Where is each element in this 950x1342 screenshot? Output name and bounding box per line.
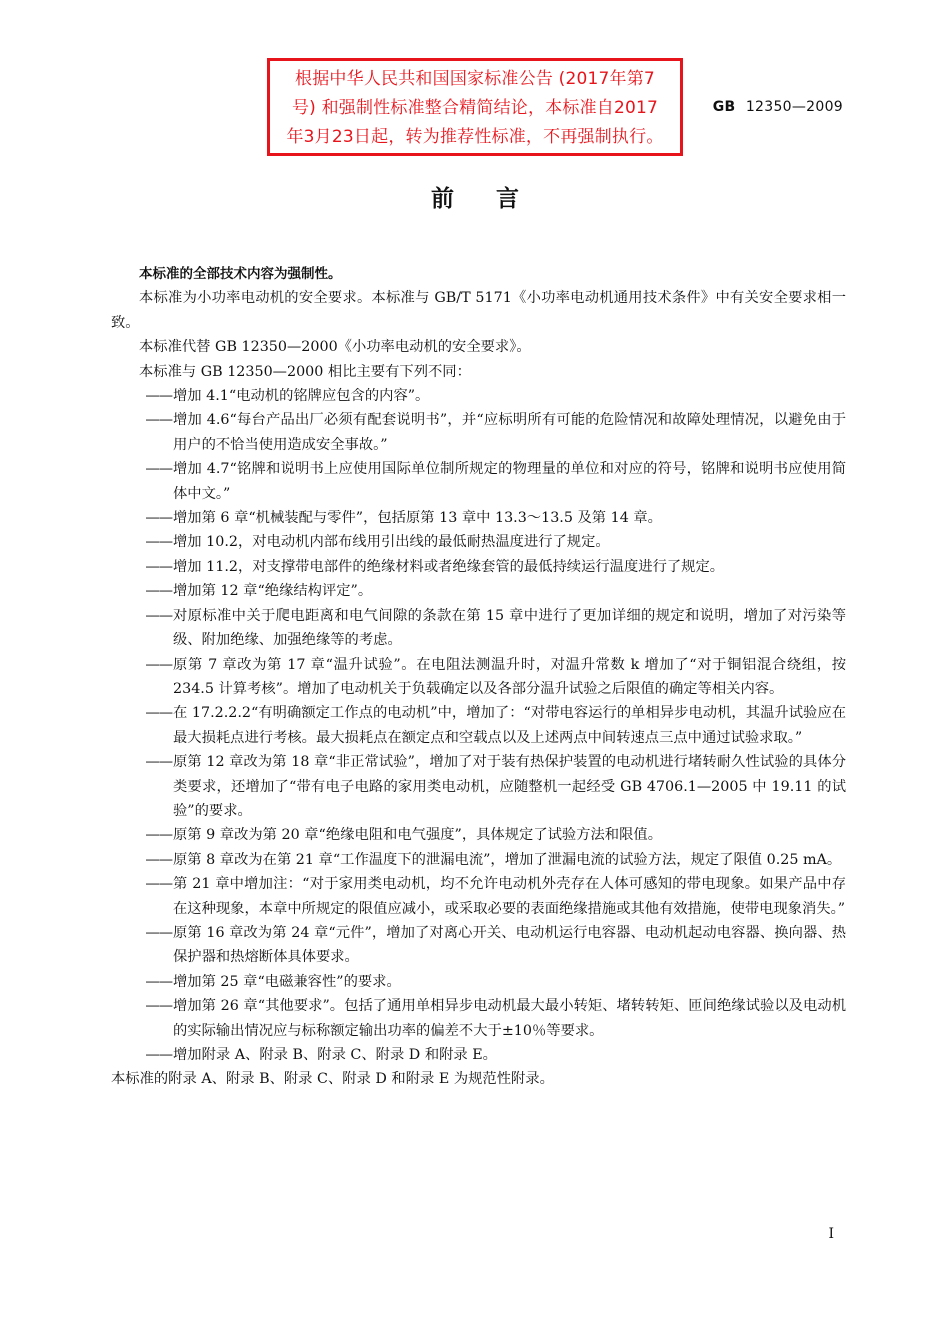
dash-marker: —— <box>145 558 172 575</box>
list-item <box>111 408 846 457</box>
list-item-text: 增加 4.1“电动机的铭牌应包含的内容”。 <box>173 388 430 405</box>
list-item-text: 增加附录 A、附录 B、附录 C、附录 D 和附录 E。 <box>173 1047 497 1063</box>
list-item-text: 增加第 26 章“其他要求”。包括了通用单相异步电动机最大最小转矩、堵转转矩、匝间绝缘试验以及电动机的实际输出情况应与标称额定输出功率的偏差不大于±10％等要求。 <box>173 998 846 1039</box>
list-item <box>111 872 846 921</box>
list-item <box>111 750 846 823</box>
list-item <box>111 384 846 408</box>
dash-marker: —— <box>145 656 172 673</box>
paragraph-normative-annexes: 本标准的附录 A、附录 B、附录 C、附录 D 和附录 E 为规范性附录。 <box>111 1071 554 1088</box>
dash-marker: —— <box>145 973 172 990</box>
list-item-text: 增加 4.6“每台产品出厂必须有配套说明书”，并“应标明所有可能的危险情况和故障处理情况，以避免由于用户的不恰当使用造成安全事故。” <box>173 412 846 453</box>
dash-marker: —— <box>145 754 172 771</box>
list-item-text: 增加 4.7“铭牌和说明书上应使用国际单位制所规定的物理量的单位和对应的符号，铭牌和说明书应使用简体中文。” <box>173 461 846 502</box>
dash-marker: —— <box>145 388 172 405</box>
list-item-text: 增加第 12 章“绝缘结构评定”。 <box>173 583 373 600</box>
list-item <box>111 848 846 872</box>
list-item <box>111 457 846 506</box>
list-item <box>111 653 846 702</box>
list-item-text: 原第 16 章改为第 24 章“元件”，增加了对离心开关、电动机运行电容器、电动机起动电容器、换向器、热保护器和热熔断体具体要求。 <box>173 924 846 966</box>
notice-line-2: 号) 和强制性标准整合精简结论，本标准自2017 <box>291 98 659 118</box>
notice-line-3: 年3月23日起，转为推荐性标准，不再强制执行。 <box>286 127 664 147</box>
notice-line-1: 根据中华人民共和国国家标准公告 (2017年第7 <box>295 69 655 89</box>
list-item <box>111 555 846 579</box>
list-item-text: 第 21 章中增加注：“对于家用类电动机，均不允许电动机外壳存在人体可感知的带电现象。如果产品中存在这种现象，本章中所规定的限值应减小，或采取必要的表面绝缘措施或其他有效措施，使带电现象消失。” <box>173 876 846 917</box>
dash-marker: —— <box>145 876 172 893</box>
list-item-text: 增加第 6 章“机械装配与零件”，包括原第 13 章中 13.3～13.5 及第 14 章。 <box>173 510 662 527</box>
standard-prefix: GB <box>712 99 736 115</box>
paragraph-replaces: 本标准代替 GB 12350—2000《小功率电动机的安全要求》。 <box>139 339 531 356</box>
list-item <box>111 530 846 554</box>
list-item <box>111 994 846 1043</box>
dash-marker: —— <box>145 607 172 624</box>
foreword-body <box>111 262 846 1092</box>
dash-marker: —— <box>145 827 172 844</box>
list-item-text: 对原标准中关于爬电距离和电气间隙的条款在第 15 章中进行了更加详细的规定和说明，增加了对污染等级、附加绝缘、加强绝缘等的考虑。 <box>173 607 846 649</box>
page-title: 前言 <box>431 186 561 212</box>
dash-marker: —— <box>145 412 172 429</box>
list-item <box>111 604 846 653</box>
list-item <box>111 921 846 970</box>
dash-marker: —— <box>145 1047 172 1063</box>
list-item <box>111 579 846 603</box>
dash-marker: —— <box>145 998 172 1015</box>
dash-marker: —— <box>145 583 172 600</box>
list-item-text: 增加 10.2，对电动机内部布线用引出线的最低耐热温度进行了规定。 <box>173 534 610 551</box>
list-item-text: 原第 8 章改为在第 21 章“工作温度下的泄漏电流”，增加了泄漏电流的试验方法，规定了限值 0.25 mA。 <box>173 851 842 868</box>
list-item <box>111 701 846 750</box>
paragraph-mandatory: 本标准的全部技术内容为强制性。 <box>139 266 342 282</box>
list-item-text: 原第 9 章改为第 20 章“绝缘电阻和电气强度”，具体规定了试验方法和限值。 <box>173 827 662 844</box>
dash-marker: —— <box>145 534 172 551</box>
standard-code <box>713 99 843 115</box>
list-item-text: 原第 7 章改为第 17 章“温升试验”。在电阻法测温升时，对温升常数 k 增加了“对于铜铝混合绕组，按 234.5 计算考核”。增加了电动机关于负载确定以及各部分温升试验之后限值的确定等相关内容。 <box>173 656 846 697</box>
dash-marker: —— <box>145 851 172 868</box>
paragraph-differences-intro: 本标准与 GB 12350—2000 相比主要有下列不同： <box>139 363 471 380</box>
list-item-text: 原第 12 章改为第 18 章“非正常试验”，增加了对于装有热保护装置的电动机进行堵转耐久性试验的具体分类要求，还增加了“带有电子电路的家用类电动机，应随整机一起经受 GB 4706.1—2005 中 19.11 的试验”的要求。 <box>173 754 846 819</box>
list-item-text: 增加 11.2，对支撑带电部件的绝缘材料或者绝缘套管的最低持续运行温度进行了规定。 <box>173 558 725 575</box>
dash-marker: —— <box>145 461 172 478</box>
dash-marker: —— <box>145 510 172 527</box>
dash-marker: —— <box>145 705 172 722</box>
compliance-notice-box <box>267 58 683 156</box>
list-item <box>111 970 846 994</box>
list-item <box>111 823 846 847</box>
list-item <box>111 506 846 530</box>
list-item-text: 在 17.2.2.2“有明确额定工作点的电动机”中，增加了：“对带电容运行的单相异步电动机，其温升试验应在最大损耗点进行考核。最大损耗点在额定点和空载点以及上述两点中间转速点三点中通过试验求取。” <box>173 705 846 746</box>
list-item <box>111 1043 846 1067</box>
paragraph-scope: 本标准为小功率电动机的安全要求。本标准与 GB/T 5171《小功率电动机通用技术条件》中有关安全要求相一致。 <box>111 290 846 331</box>
page-number: I <box>828 1226 834 1242</box>
standard-number: 12350—2009 <box>745 99 843 115</box>
list-item-text: 增加第 25 章“电磁兼容性”的要求。 <box>173 973 401 990</box>
dash-marker: —— <box>145 924 172 941</box>
